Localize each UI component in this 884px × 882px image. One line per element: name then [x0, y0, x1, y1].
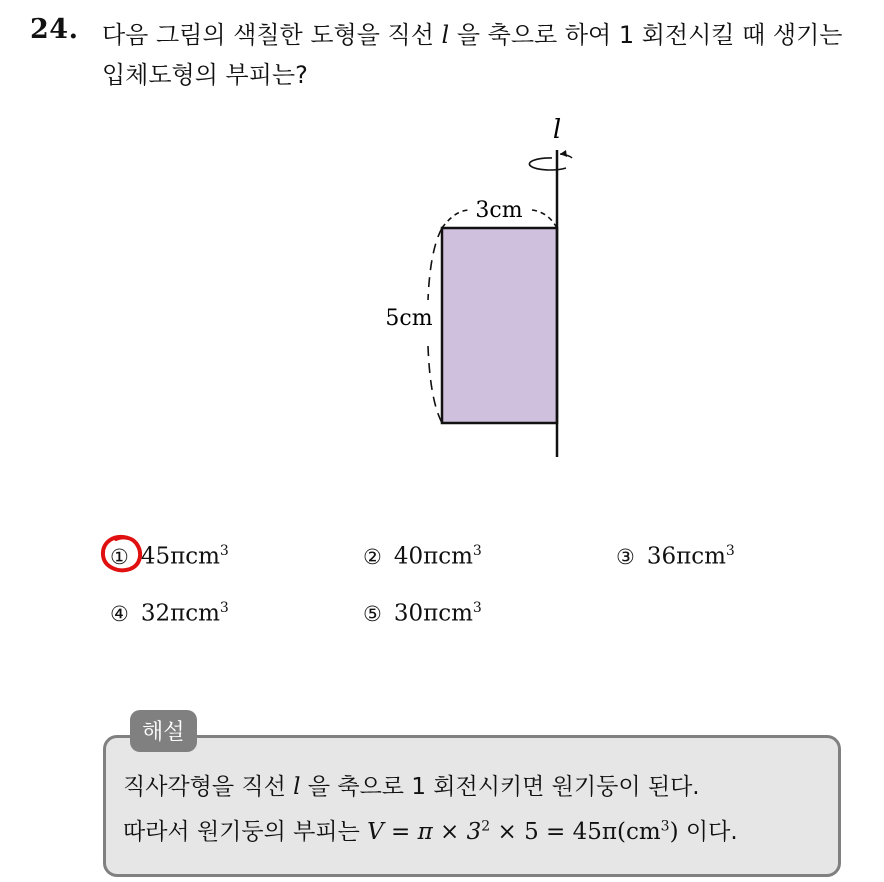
question-variable: l: [441, 21, 450, 49]
answer-circle-mark: [98, 532, 146, 576]
choice-4-mark: ④: [110, 601, 129, 626]
solution-formula: $V = \pi \times 3^2 \times 5 = 45\pi(cm^3)$: [367, 818, 679, 845]
axis-label: l: [552, 115, 562, 145]
question-text-line2: 입체도형의 부피는?: [102, 61, 308, 89]
solution-tab-label: 해설: [130, 710, 197, 752]
question-text-part1: 다음 그림의 색칠한 도형을 직선: [102, 21, 442, 49]
solution-line-1: 직사각형을 직선 l 을 축으로 1 회전시키면 원기둥이 된다.: [123, 774, 700, 800]
question-text: [102, 15, 872, 95]
choice-2-value: 40πcm$^3$: [393, 543, 482, 570]
choice-3[interactable]: [616, 543, 735, 570]
height-dimension-arc-bottom: [428, 346, 442, 423]
choice-4-value: 32πcm$^3$: [140, 600, 229, 627]
height-dimension-arc-top: [428, 228, 442, 300]
choice-5[interactable]: [363, 600, 482, 627]
choice-2-mark: ②: [363, 544, 382, 569]
solution-variable: l: [293, 774, 301, 800]
question-text-part2: 을 축으로 하여 1 회전시킬 때 생기는: [449, 21, 843, 49]
choice-1-value: 45πcm$^3$: [140, 543, 229, 570]
height-label: 5cm: [385, 306, 433, 331]
choice-5-value: 30πcm$^3$: [393, 600, 482, 627]
solution-line-2: 따라서 원기둥의 부피는 $V = \pi \times 3^2 \times 5 = 45\pi(cm^3)$ 이다.: [123, 818, 738, 845]
width-label: 3cm: [475, 198, 523, 223]
choice-5-mark: ⑤: [363, 601, 382, 626]
rotation-figure: [360, 110, 600, 470]
shaded-rectangle: [442, 228, 557, 423]
choice-3-value: 36πcm$^3$: [646, 543, 735, 570]
choice-3-mark: ③: [616, 544, 635, 569]
choice-1-mark: ①: [110, 544, 129, 569]
choice-4[interactable]: [110, 600, 229, 627]
rotation-arrow-icon: [529, 150, 572, 170]
solution-box: [103, 735, 841, 877]
choice-2[interactable]: [363, 543, 482, 570]
question-number: 24.: [30, 14, 79, 45]
